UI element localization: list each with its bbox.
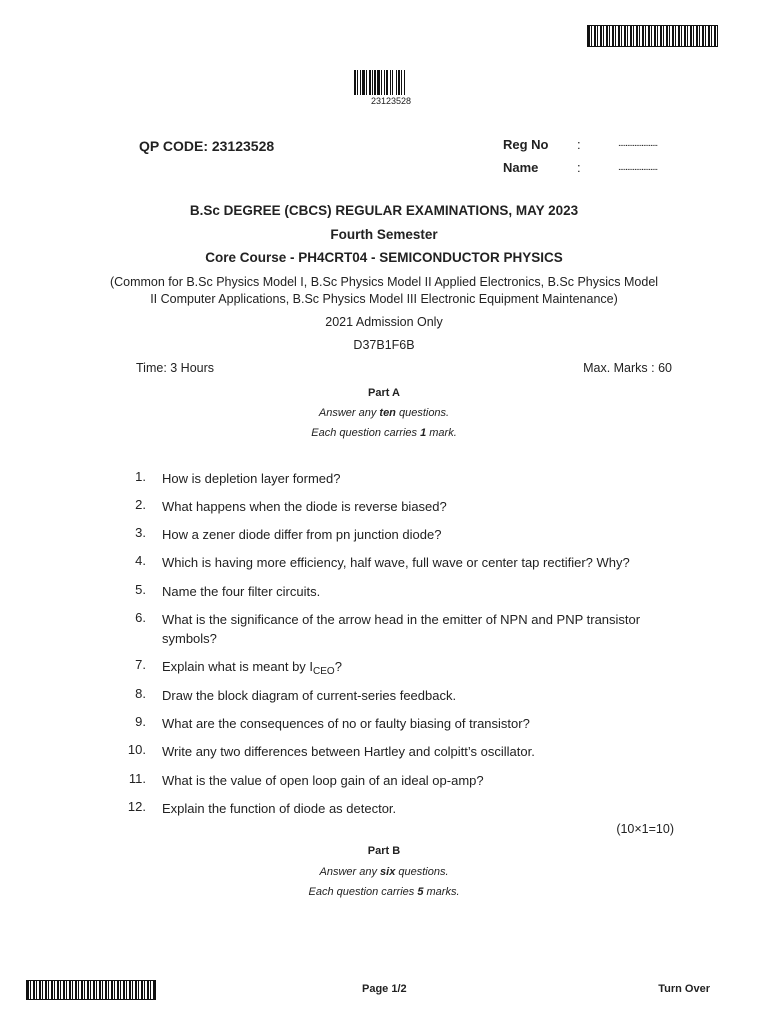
reg-no-field: ......................	[618, 138, 658, 149]
question-text: Write any two differences between Hartley and colpitt’s oscillator.	[162, 744, 535, 759]
question-text	[162, 657, 662, 681]
question-number: 3.	[135, 525, 146, 540]
question-text: How a zener diode differ from pn junction diode?	[162, 527, 442, 542]
instr-count: ten	[379, 407, 396, 419]
question-number: 11.	[128, 771, 146, 786]
question-text-end: ?	[334, 659, 342, 674]
question-text: Draw the block diagram of current-series feedback.	[162, 688, 457, 703]
page-number: Page 1/2	[362, 983, 407, 995]
question-number: 2.	[135, 497, 146, 512]
part-a-marks: (10×1=10)	[616, 822, 674, 836]
max-marks: Max. Marks : 60	[583, 361, 672, 375]
instr-text: Each question carries	[311, 427, 421, 439]
question-number: 12.	[127, 799, 146, 814]
part-a-instruction-2	[0, 427, 768, 439]
name-field: ......................	[618, 162, 658, 173]
instr-text: marks.	[423, 886, 460, 898]
part-a-instruction-1	[0, 407, 768, 419]
barcode-number: 23123528	[370, 96, 412, 106]
reg-no-label: Reg No	[503, 137, 549, 152]
admission-note: 2021 Admission Only	[325, 315, 443, 329]
question-number: 4.	[135, 553, 146, 568]
name-colon: :	[577, 160, 581, 175]
instr-text: questions.	[395, 866, 449, 878]
instr-text: Answer any	[318, 407, 380, 419]
part-a-heading: Part A	[368, 387, 400, 399]
question-number: 9.	[135, 714, 146, 729]
question-number: 1.	[135, 469, 146, 484]
question-text: Name the four filter circuits.	[162, 584, 321, 599]
time-allowed: Time: 3 Hours	[136, 361, 215, 375]
question-text: What are the consequences of no or faulty biasing of transistor?	[162, 716, 530, 731]
instr-count: six	[380, 866, 396, 878]
name-label: Name	[503, 160, 539, 175]
reg-no-colon: :	[577, 137, 581, 152]
instr-text: Answer any	[319, 866, 381, 878]
question-text: Which is having more efficiency, half wave, full wave or center tap rectifier? Why?	[162, 555, 630, 570]
question-text: What is the value of open loop gain of an ideal op-amp?	[162, 773, 484, 788]
question-number: 8.	[135, 686, 146, 701]
course-title: Core Course - PH4CRT04 - SEMICONDUCTOR PHYSICS	[205, 250, 563, 265]
instr-text: Each question carries	[308, 886, 418, 898]
question-text: What happens when the diode is reverse biased?	[162, 499, 447, 514]
question-text: Explain the function of diode as detector.	[162, 801, 397, 816]
question-text-main: Explain what is meant by I	[162, 659, 314, 674]
question-number: 7.	[135, 657, 146, 672]
semester: Fourth Semester	[330, 227, 438, 242]
question-number: 5.	[135, 582, 146, 597]
center-barcode	[354, 70, 428, 95]
instr-text: mark.	[426, 427, 457, 439]
paper-code: D37B1F6B	[353, 338, 415, 352]
question-text: How is depletion layer formed?	[162, 471, 341, 486]
instr-text: questions.	[395, 407, 450, 419]
part-b-heading: Part B	[367, 845, 401, 857]
question-number: 10.	[127, 742, 146, 757]
barcode-bar	[405, 70, 406, 95]
top-right-barcode	[587, 25, 718, 47]
turn-over: Turn Over	[658, 983, 710, 995]
exam-title: B.Sc DEGREE (CBCS) REGULAR EXAMINATIONS, MAY 2023	[189, 203, 579, 218]
instr-mark: 5	[417, 886, 424, 898]
common-note-line-2: II Computer Applications, B.Sc Physics Model III Electronic Equipment Maintenance)	[150, 292, 618, 306]
bottom-left-barcode	[26, 980, 156, 1000]
part-b-instruction-1	[0, 866, 768, 878]
question-number: 6.	[135, 610, 146, 625]
subscript-ceo: CEO	[313, 666, 335, 677]
instr-mark: 1	[420, 427, 427, 439]
question-text: What is the significance of the arrow head in the emitter of NPN and PNP transistor symbols?	[162, 612, 641, 646]
common-note-line-1: (Common for B.Sc Physics Model I, B.Sc Physics Model II Applied Electronics, B.Sc Physics Model	[109, 275, 659, 289]
qp-code: QP CODE: 23123528	[139, 138, 275, 154]
part-b-instruction-2	[0, 886, 768, 898]
